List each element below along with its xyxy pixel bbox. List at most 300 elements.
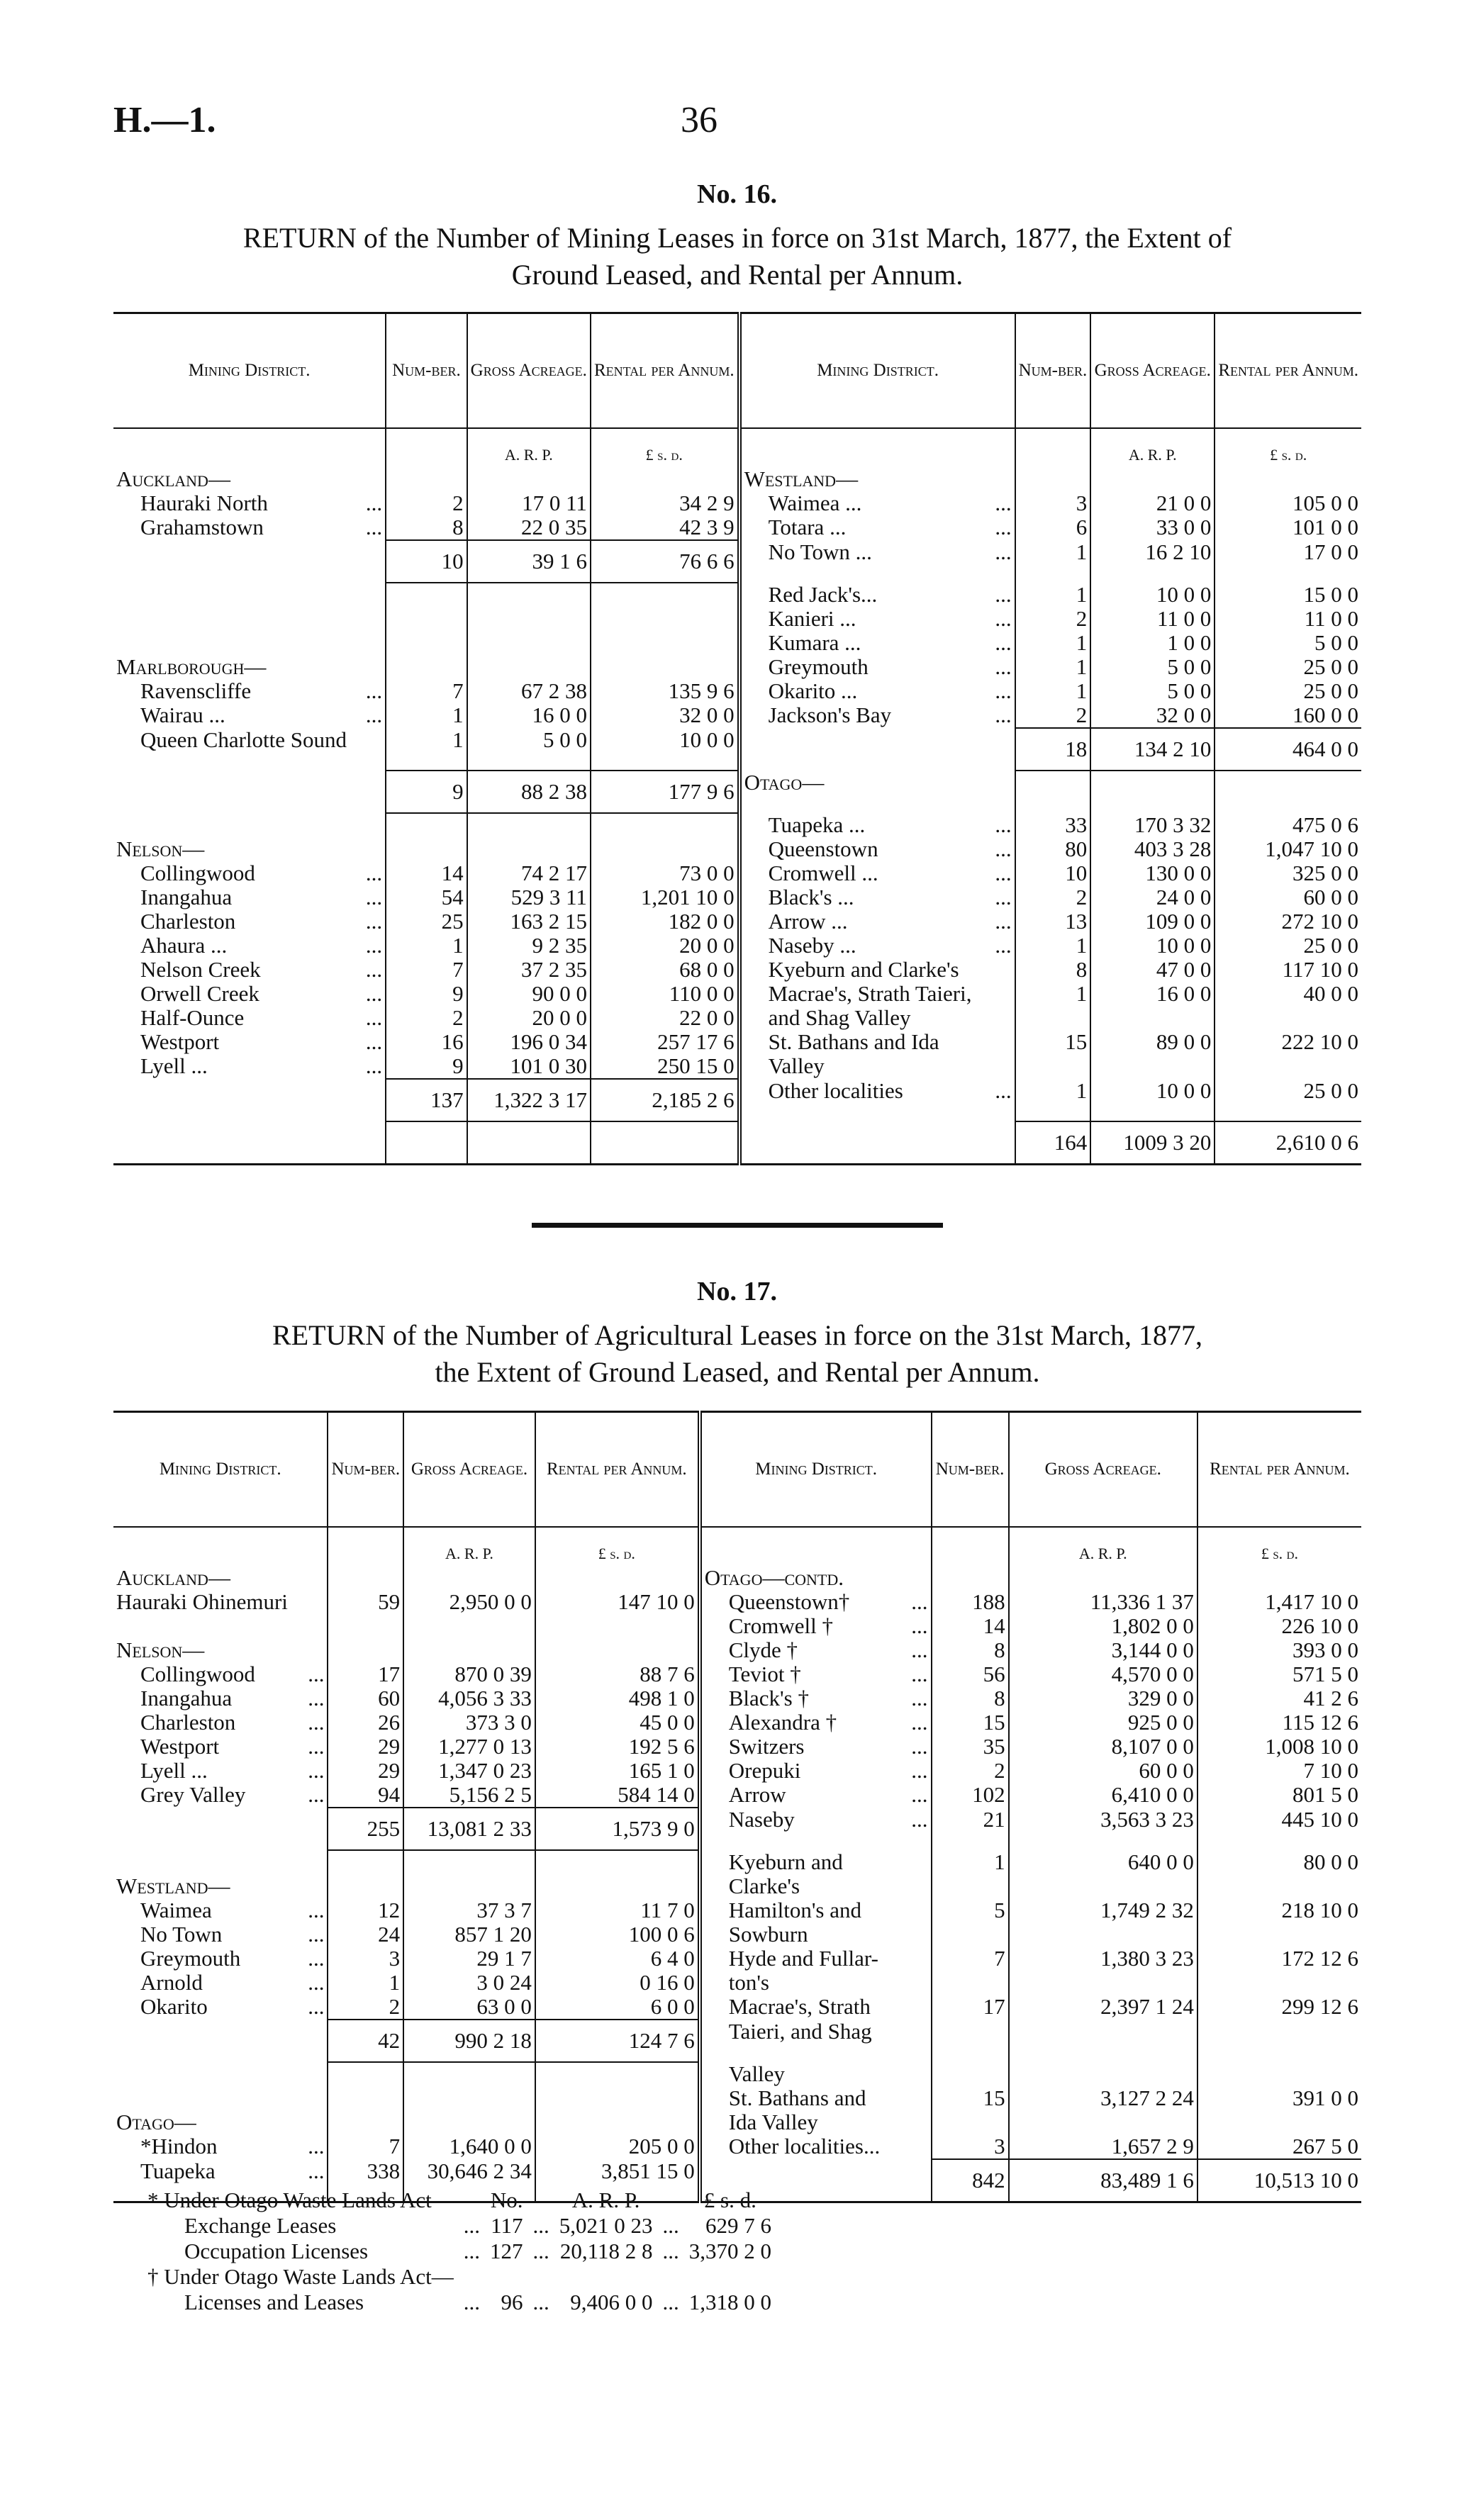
- district-name: No Town ...: [739, 540, 975, 583]
- table-row: [113, 1638, 1361, 1662]
- table-row: [113, 1759, 1361, 1783]
- leader-dots: ...: [365, 981, 383, 1006]
- district-name: Queenstown†: [700, 1590, 884, 1614]
- acreage-cell: 3,127 2 24: [1009, 2086, 1197, 2110]
- district-name: Ravenscliffe: [140, 678, 252, 703]
- district-name: [113, 607, 350, 631]
- number-cell: 21: [932, 1808, 1009, 1850]
- number-cell: 338: [328, 2159, 403, 2202]
- leader-dots: [350, 631, 386, 655]
- acreage-cell: 30,646 2 34: [403, 2159, 535, 2202]
- rental-cell: 60 0 0: [1215, 885, 1361, 909]
- rental-cell: 135 9 6: [591, 679, 739, 703]
- table-row: [113, 1922, 1361, 1947]
- rental-cell: 25 0 0: [1215, 679, 1361, 703]
- acreage-cell: 10 0 0: [1090, 934, 1215, 958]
- report-reference: H.—1.: [113, 100, 216, 140]
- rental-units: £ s. d.: [1215, 428, 1361, 467]
- district-name: [113, 1808, 291, 1850]
- table-row: [113, 1735, 1361, 1759]
- t17-col-rental-right: Rental per Annum.: [1197, 1412, 1361, 1528]
- acreage-cell: [403, 1638, 535, 1662]
- table-row: [113, 885, 1361, 909]
- leader-dots: [883, 1850, 931, 1874]
- leader-dots: [883, 1874, 931, 1898]
- district-name: Westport: [140, 1029, 220, 1054]
- district-name: [739, 1121, 975, 1165]
- district-name: Other localities: [739, 1079, 975, 1121]
- leader-dots: [291, 1566, 328, 1590]
- number-cell: 15: [932, 2086, 1009, 2110]
- leader-dots: ...: [308, 1994, 325, 2019]
- table-row: [113, 467, 1361, 491]
- leader-dots: ...: [995, 836, 1012, 861]
- number-cell: [386, 837, 467, 861]
- district-name: Kyeburn and: [700, 1850, 884, 1874]
- district-name: Other localities...: [700, 2134, 884, 2159]
- table-row: [113, 1614, 1361, 1638]
- acreage-cell: [1090, 467, 1215, 491]
- number-cell: 8: [386, 515, 467, 540]
- table-row: [113, 909, 1361, 934]
- acreage-cell: 29 1 7: [403, 1947, 535, 1971]
- table-row: [113, 728, 1361, 771]
- number-cell: 2: [1015, 607, 1091, 631]
- district-name: Otago—: [116, 2110, 196, 2134]
- acreage-cell: 2,397 1 24: [1009, 1995, 1197, 2020]
- rental-cell: 1,201 10 0: [591, 885, 739, 909]
- acreage-cell: 3,144 0 0: [1009, 1638, 1197, 1662]
- acreage-cell: [1090, 771, 1215, 813]
- rental-cell: [591, 655, 739, 679]
- number-cell: 29: [328, 1759, 403, 1783]
- number-cell: [386, 631, 467, 655]
- table-row: [113, 1995, 1361, 2020]
- district-name: Kyeburn and Clarke's: [739, 958, 975, 982]
- district-name: Kumara ...: [739, 631, 975, 655]
- rental-cell: 25 0 0: [1215, 655, 1361, 679]
- leader-dots: ...: [911, 1662, 928, 1686]
- number-cell: 54: [386, 885, 467, 909]
- leader-dots: [291, 1638, 328, 1662]
- blank: [528, 2188, 553, 2212]
- number-cell: [386, 607, 467, 631]
- t16-col-district-left: Mining District.: [113, 313, 386, 429]
- leader-dots: ...: [308, 1710, 325, 1735]
- acreage-cell: 529 3 11: [467, 885, 591, 909]
- leader-dots: [350, 813, 386, 837]
- rental-cell: 257 17 6: [591, 1030, 739, 1054]
- district-name: Grahamstown: [140, 515, 264, 539]
- table-row: [113, 1006, 1361, 1030]
- leader-dots: [975, 1121, 1015, 1165]
- t16-col-acreage-left: Gross Acreage.: [467, 313, 591, 429]
- leader-dots: [291, 2110, 328, 2134]
- acreage-cell: 17 0 11: [467, 491, 591, 515]
- leader-dots: [975, 958, 1015, 982]
- note-row: [143, 2265, 776, 2289]
- number-cell: 2: [932, 1759, 1009, 1783]
- district-name: [113, 1079, 350, 1121]
- leader-dots: [291, 1808, 328, 1850]
- note-row: [143, 2214, 776, 2238]
- rental-units: £ s. d.: [535, 1527, 700, 1566]
- acreage-cell: 11,336 1 37: [1009, 1590, 1197, 1614]
- district-name: [113, 771, 350, 813]
- leader-dots: ...: [995, 933, 1012, 958]
- district-name: Westport: [140, 1734, 220, 1759]
- rental-cell: 32 0 0: [591, 703, 739, 728]
- number-cell: 1: [1015, 631, 1091, 655]
- acreage-cell: [1009, 2020, 1197, 2062]
- acreage-cell: [1009, 2110, 1197, 2134]
- rental-units: £ s. d.: [591, 428, 739, 467]
- district-name: ton's: [700, 1971, 884, 1995]
- table-row: [113, 1662, 1361, 1686]
- t16-col-rental-right: Rental per Annum.: [1215, 313, 1361, 429]
- district-name: [113, 2020, 291, 2062]
- acreage-cell: 32 0 0: [1090, 703, 1215, 728]
- number-cell: 17: [932, 1995, 1009, 2020]
- leader-dots: ...: [365, 957, 383, 982]
- district-name: Arrow: [700, 1783, 884, 1808]
- leader-dots: [975, 1030, 1015, 1054]
- table-row: [113, 583, 1361, 607]
- leader-dots: [291, 1850, 328, 1874]
- district-name: [113, 1121, 350, 1165]
- leader-dots: [350, 607, 386, 631]
- number-cell: 1: [386, 934, 467, 958]
- rental-cell: 250 15 0: [591, 1054, 739, 1079]
- rental-cell: [535, 2062, 700, 2086]
- table-row: [113, 2086, 1361, 2110]
- acreage-cell: [467, 583, 591, 607]
- district-name: St. Bathans and Ida: [739, 1030, 975, 1054]
- table-row: [113, 1054, 1361, 1079]
- acreage-cell: 1,380 3 23: [1009, 1947, 1197, 1971]
- number-cell: 102: [932, 1783, 1009, 1808]
- table-row: [113, 1874, 1361, 1898]
- leader-dots: ...: [308, 1686, 325, 1710]
- rental-cell: 393 0 0: [1197, 1638, 1361, 1662]
- acreage-cell: 10 0 0: [1090, 1079, 1215, 1121]
- acreage-units: A. R. P.: [1009, 1527, 1197, 1566]
- leader-dots: [350, 583, 386, 607]
- table-row: [113, 1947, 1361, 1971]
- rental-cell: 182 0 0: [591, 909, 739, 934]
- district-name: Orwell Creek: [140, 981, 259, 1006]
- leader-dots: ...: [308, 2134, 325, 2158]
- acreage-cell: [467, 631, 591, 655]
- number-cell: [932, 1971, 1009, 1995]
- acreage-cell: 329 0 0: [1009, 1686, 1197, 1710]
- note-label: * Under Otago Waste Lands Act—: [147, 2188, 454, 2212]
- rental-cell: [535, 1850, 700, 1874]
- number-cell: [328, 1614, 403, 1638]
- district-name: [739, 728, 975, 771]
- acreage-cell: [1009, 1566, 1197, 1590]
- units-number: No.: [490, 2188, 523, 2212]
- table-row: [113, 1079, 1361, 1121]
- leader-dots: [883, 1922, 931, 1947]
- leader-dots: ...: [365, 491, 383, 515]
- leader-dots: [291, 1874, 328, 1898]
- leader-dots: [350, 540, 386, 583]
- note-acreage: 9,406 0 0: [570, 2290, 653, 2314]
- t17-col-district-left: Mining District.: [113, 1412, 328, 1528]
- acreage-cell: 6,410 0 0: [1009, 1783, 1197, 1808]
- number-cell: 1: [1015, 934, 1091, 958]
- rental-cell: 17 0 0: [1215, 540, 1361, 583]
- number-cell: 17: [328, 1662, 403, 1686]
- district-name: Totara ...: [739, 515, 975, 540]
- table16-title: [128, 220, 1347, 293]
- number-cell: [932, 2020, 1009, 2062]
- district-name: Teviot †: [700, 1662, 884, 1686]
- district-name: Red Jack's...: [739, 583, 975, 607]
- district-name: Arnold: [140, 1970, 203, 1995]
- rental-cell: 267 5 0: [1197, 2134, 1361, 2159]
- number-cell: 164: [1015, 1121, 1091, 1165]
- district-name: Cromwell ...: [739, 861, 975, 885]
- number-cell: [328, 1874, 403, 1898]
- rental-cell: 7 10 0: [1197, 1759, 1361, 1783]
- rental-cell: [591, 837, 739, 861]
- rental-cell: [535, 2110, 700, 2134]
- district-name: Taieri, and Shag: [700, 2020, 884, 2062]
- acreage-cell: [1009, 2062, 1197, 2086]
- note-acreage: 20,118 2 8: [559, 2239, 653, 2263]
- rental-cell: 160 0 0: [1215, 703, 1361, 728]
- leader-dots: ...: [911, 1710, 928, 1735]
- table-row: [113, 1566, 1361, 1590]
- blank: [1015, 428, 1091, 467]
- district-name: Nelson—: [116, 1637, 205, 1662]
- number-cell: 3: [932, 2134, 1009, 2159]
- leader-dots: [350, 728, 386, 771]
- leader-dots: ...: [365, 1005, 383, 1030]
- leader-dots: ...: [995, 678, 1012, 703]
- district-name: Okarito: [140, 1994, 208, 2019]
- rental-cell: 5 0 0: [1215, 631, 1361, 655]
- t17-col-number-left: Num-ber.: [328, 1412, 403, 1528]
- leader-dots: [350, 655, 386, 679]
- rental-cell: 45 0 0: [535, 1710, 700, 1735]
- acreage-cell: 8,107 0 0: [1009, 1735, 1197, 1759]
- number-cell: 188: [932, 1590, 1009, 1614]
- leader-dots: ...: [911, 1782, 928, 1807]
- rental-cell: 41 2 6: [1197, 1686, 1361, 1710]
- leader-dots: ...: [995, 885, 1012, 909]
- leader-dots: ...: [365, 1029, 383, 1054]
- district-name: Valley: [739, 1054, 975, 1079]
- number-cell: 26: [328, 1710, 403, 1735]
- district-name: [113, 1614, 291, 1638]
- rental-cell: [1215, 467, 1361, 491]
- acreage-cell: 24 0 0: [1090, 885, 1215, 909]
- number-cell: 1: [1015, 982, 1091, 1006]
- district-name: Alexandra †: [700, 1710, 884, 1735]
- rental-cell: 0 16 0: [535, 1971, 700, 1995]
- table-row: [113, 2062, 1361, 2086]
- district-name: [113, 540, 350, 583]
- acreage-cell: [467, 607, 591, 631]
- district-name: No Town: [140, 1922, 223, 1947]
- leader-dots: [975, 467, 1015, 491]
- district-name: Waimea: [140, 1898, 212, 1922]
- acreage-cell: 90 0 0: [467, 982, 591, 1006]
- note-item: Licenses and Leases: [184, 2290, 364, 2314]
- district-name: Naseby: [700, 1808, 884, 1850]
- number-cell: 255: [328, 1808, 403, 1850]
- table-row: [113, 1898, 1361, 1922]
- note-row: [143, 2239, 776, 2263]
- number-cell: 18: [1015, 728, 1091, 771]
- blank: [932, 1527, 1009, 1566]
- number-cell: 10: [1015, 861, 1091, 885]
- rental-cell: [591, 583, 739, 607]
- district-name: Greymouth: [739, 655, 975, 679]
- acreage-cell: 74 2 17: [467, 861, 591, 885]
- leader-dots: ...: [995, 702, 1012, 727]
- number-cell: 59: [328, 1590, 403, 1614]
- acreage-units: A. R. P.: [1090, 428, 1215, 467]
- district-name: Clarke's: [700, 1874, 884, 1898]
- district-name: and Shag Valley: [739, 1006, 975, 1030]
- acreage-units: A. R. P.: [403, 1527, 535, 1566]
- rental-cell: [535, 1874, 700, 1898]
- district-name: St. Bathans and: [700, 2086, 884, 2110]
- district-name: Nelson Creek: [140, 957, 261, 982]
- acreage-cell: 89 0 0: [1090, 1030, 1215, 1054]
- acreage-cell: 67 2 38: [467, 679, 591, 703]
- leader-dots: ...: [291, 2159, 328, 2202]
- district-name: Orepuki: [700, 1759, 884, 1783]
- acreage-cell: 3 0 24: [403, 1971, 535, 1995]
- acreage-cell: [403, 1850, 535, 1874]
- number-cell: [1015, 1054, 1091, 1079]
- number-cell: 842: [932, 2159, 1009, 2202]
- table-row: [113, 1121, 1361, 1165]
- table-row: [113, 631, 1361, 655]
- number-cell: 3: [1015, 491, 1091, 515]
- acreage-cell: [403, 2062, 535, 2086]
- leader-dots: ...: [365, 861, 383, 885]
- table-row: [113, 982, 1361, 1006]
- acreage-cell: [467, 813, 591, 837]
- acreage-cell: 1 0 0: [1090, 631, 1215, 655]
- leader-dots: [883, 1898, 931, 1922]
- acreage-cell: 1009 3 20: [1090, 1121, 1215, 1165]
- table16-title-line1: RETURN of the Number of Mining Leases in force on 31st March, 1877, the Extent of: [242, 222, 1232, 254]
- note-item: Exchange Leases: [184, 2213, 337, 2238]
- number-cell: [328, 2062, 403, 2086]
- acreage-cell: 10 0 0: [1090, 583, 1215, 607]
- district-name: Switzers: [700, 1735, 884, 1759]
- rental-cell: [1197, 1874, 1361, 1898]
- district-name: [113, 2062, 291, 2086]
- number-cell: 14: [386, 861, 467, 885]
- table-row: [113, 655, 1361, 679]
- leader-dots: [975, 728, 1015, 771]
- district-name: Westland—: [116, 1874, 230, 1898]
- rental-cell: 2,185 2 6: [591, 1079, 739, 1121]
- leader-dots: ...: [995, 861, 1012, 885]
- district-name: [113, 813, 350, 837]
- rental-cell: 68 0 0: [591, 958, 739, 982]
- table-row: [113, 1590, 1361, 1614]
- rental-cell: 147 10 0: [535, 1590, 700, 1614]
- acreage-cell: 870 0 39: [403, 1662, 535, 1686]
- leader-dots: ...: [308, 1662, 325, 1686]
- number-cell: 2: [1015, 703, 1091, 728]
- rental-cell: 299 12 6: [1197, 1995, 1361, 2020]
- leader-dots: ...: [365, 702, 383, 727]
- district-name: Collingwood: [140, 861, 255, 885]
- number-cell: 1: [1015, 655, 1091, 679]
- note-label: † Under Otago Waste Lands Act—: [147, 2264, 454, 2289]
- acreage-cell: [467, 837, 591, 861]
- district-name: [113, 631, 350, 655]
- number-cell: [386, 583, 467, 607]
- number-cell: 80: [1015, 837, 1091, 861]
- rental-cell: [591, 1121, 739, 1165]
- number-cell: 42: [328, 2020, 403, 2062]
- leader-dots: ...: [365, 933, 383, 958]
- leader-dots: [883, 2062, 931, 2086]
- note-rental: 1,318 0 0: [688, 2290, 771, 2314]
- acreage-cell: 21 0 0: [1090, 491, 1215, 515]
- district-name: Grey Valley: [140, 1782, 246, 1807]
- acreage-cell: 130 0 0: [1090, 861, 1215, 885]
- rental-cell: 42 3 9: [591, 515, 739, 540]
- table-row: [113, 771, 1361, 813]
- table16-title-line2: Ground Leased, and Rental per Annum.: [511, 259, 964, 291]
- rental-cell: [535, 1638, 700, 1662]
- number-cell: [386, 467, 467, 491]
- rental-cell: [591, 467, 739, 491]
- number-cell: [932, 1566, 1009, 1590]
- acreage-cell: 63 0 0: [403, 1995, 535, 2020]
- acreage-cell: 1,322 3 17: [467, 1079, 591, 1121]
- units-row: [113, 1527, 1361, 1566]
- rental-cell: 226 10 0: [1197, 1614, 1361, 1638]
- acreage-cell: [467, 1121, 591, 1165]
- district-name: [113, 1850, 291, 1874]
- district-name: Macrae's, Strath: [700, 1995, 884, 2020]
- number-cell: 7: [386, 958, 467, 982]
- leader-dots: ...: [365, 678, 383, 703]
- number-cell: [932, 2110, 1009, 2134]
- acreage-cell: [1090, 1006, 1215, 1030]
- rental-cell: 3,851 15 0: [535, 2159, 700, 2202]
- acreage-cell: 170 3 32: [1090, 813, 1215, 837]
- rental-cell: [535, 2086, 700, 2110]
- acreage-cell: [403, 1874, 535, 1898]
- rental-cell: [1197, 1922, 1361, 1947]
- district-name: Inangahua: [140, 1686, 233, 1710]
- leader-dots: ...: [463, 2213, 480, 2238]
- leader-dots: ...: [995, 515, 1012, 539]
- acreage-cell: [403, 2110, 535, 2134]
- t16-col-number-right: Num-ber.: [1015, 313, 1091, 429]
- number-cell: 5: [932, 1898, 1009, 1922]
- acreage-cell: 47 0 0: [1090, 958, 1215, 982]
- blank: [658, 2188, 683, 2212]
- leader-dots: ...: [911, 1758, 928, 1783]
- number-cell: 24: [328, 1922, 403, 1947]
- district-name: Clyde †: [700, 1638, 884, 1662]
